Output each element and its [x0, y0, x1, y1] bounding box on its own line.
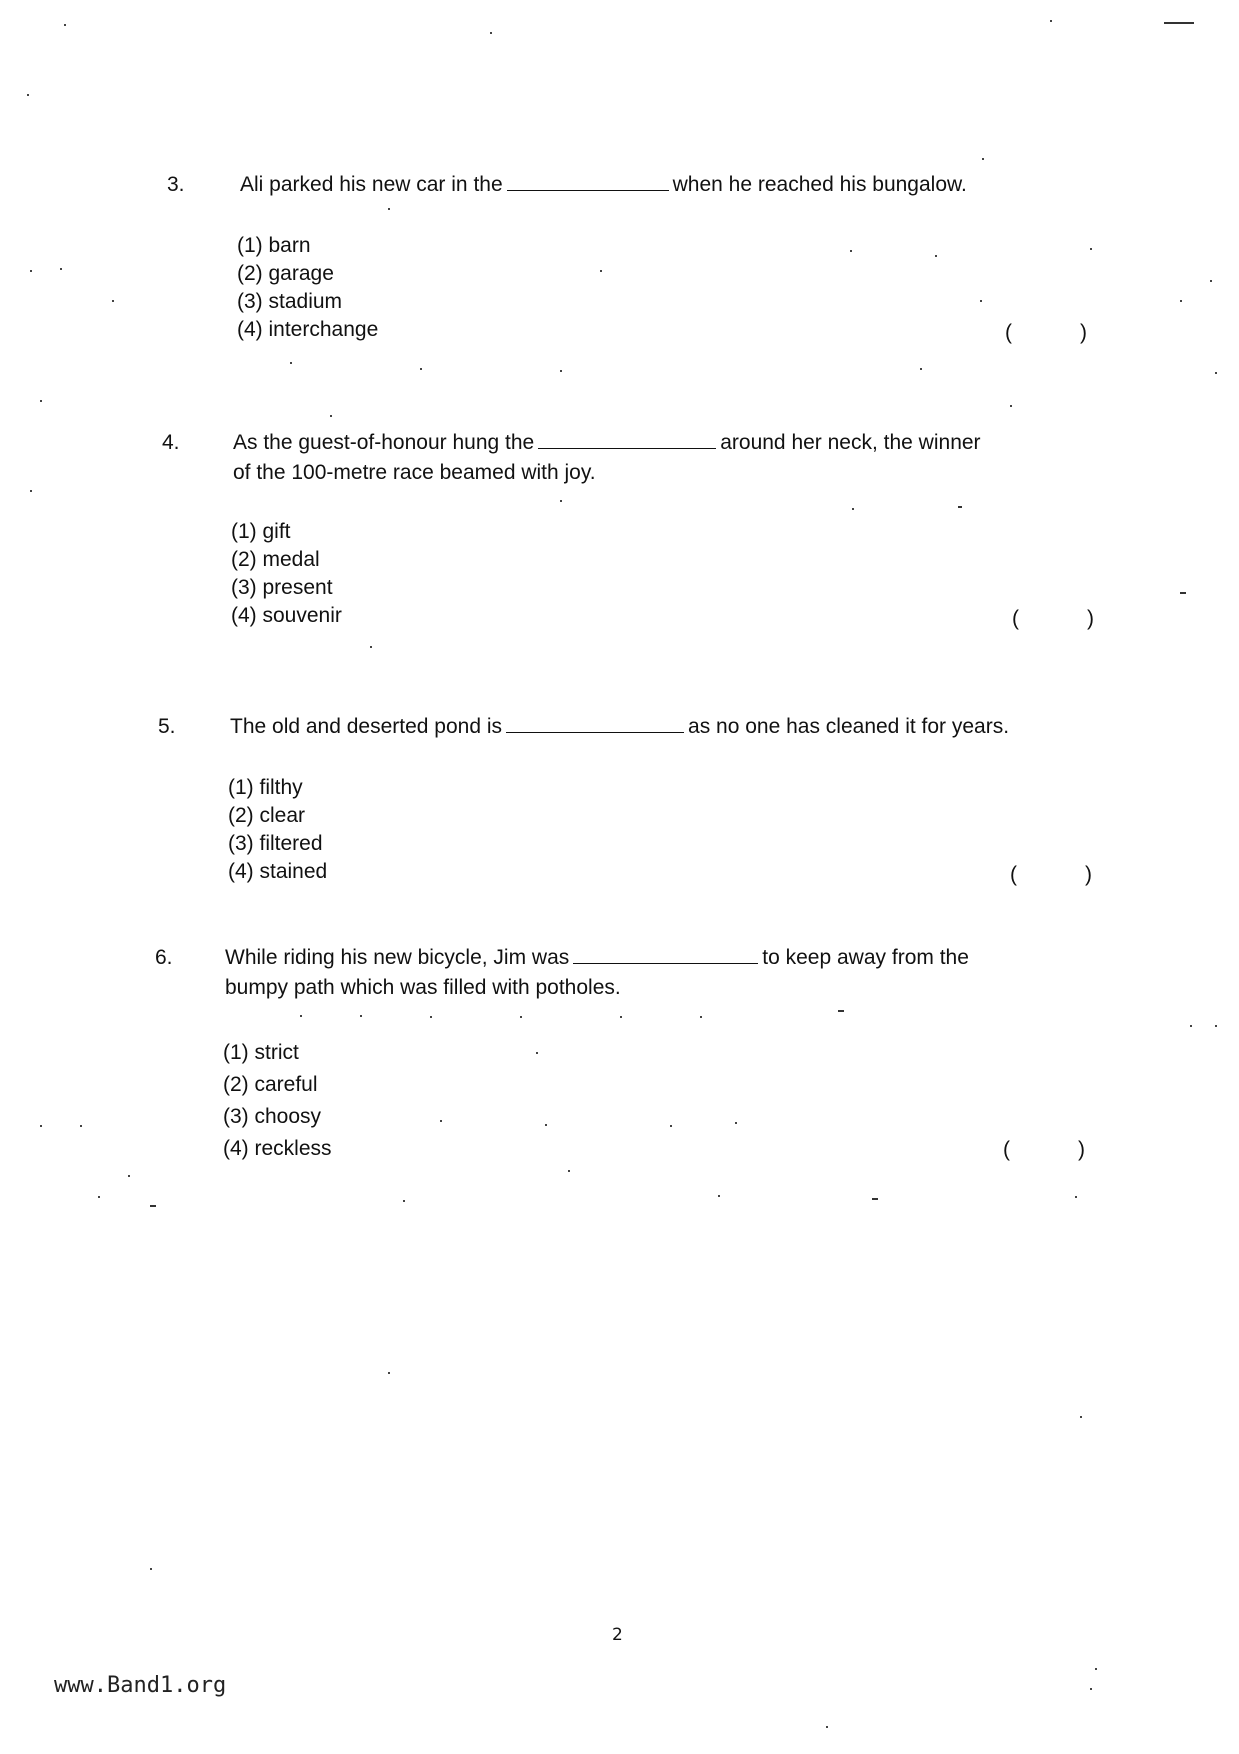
scan-speck: [440, 1120, 442, 1122]
scan-speck: [536, 1052, 538, 1054]
paren-right: ): [1080, 321, 1087, 344]
scan-speck: [403, 1200, 405, 1202]
answer-box[interactable]: [1005, 318, 1087, 347]
options-list: [223, 1037, 332, 1165]
option-4[interactable]: (4) interchange: [237, 318, 379, 341]
scan-speck: [850, 250, 852, 252]
scan-speck: [420, 368, 422, 370]
option-2[interactable]: (2) medal: [231, 548, 320, 571]
scan-speck: [1090, 248, 1092, 250]
scan-speck: [1010, 405, 1012, 407]
answer-box[interactable]: [1003, 1135, 1085, 1164]
question-3: [167, 170, 1117, 344]
scan-speck: [330, 415, 332, 417]
question-number: 4.: [162, 431, 180, 454]
option-3[interactable]: (3) present: [231, 576, 333, 599]
stem-after: as no one has cleaned it for years.: [688, 715, 1010, 738]
scan-speck: [430, 1016, 432, 1018]
option-3[interactable]: (3) filtered: [228, 832, 323, 855]
scan-speck: [98, 1196, 100, 1198]
scan-speck: [560, 500, 562, 502]
paren-right: ): [1085, 863, 1092, 886]
answer-blank[interactable]: [538, 447, 716, 449]
scan-speck: [1075, 1196, 1077, 1198]
stem-after: around her neck, the winner: [720, 431, 981, 454]
scan-speck: [982, 158, 984, 160]
stem-before: The old and deserted pond is: [230, 715, 503, 738]
scan-speck: [1050, 20, 1052, 22]
scan-speck: [64, 24, 66, 26]
scan-speck: [360, 1015, 362, 1017]
paren-left: (: [1010, 863, 1017, 886]
footer-watermark: www.Band1.org: [54, 1673, 227, 1698]
scan-speck: [980, 300, 982, 302]
scan-speck: [490, 32, 492, 34]
scan-speck: [718, 1195, 720, 1197]
question-stem: [240, 170, 967, 199]
scan-speck: [80, 1125, 82, 1127]
paren-left: (: [1003, 1138, 1010, 1161]
scan-speck: [1095, 1668, 1097, 1670]
stem-after: to keep away from the: [762, 946, 969, 969]
paren-right: ): [1087, 607, 1094, 630]
scan-speck: [40, 1125, 42, 1127]
stem-before: As the guest-of-honour hung the: [233, 431, 535, 454]
scan-mark: [1180, 592, 1186, 594]
scan-speck: [520, 1016, 522, 1018]
scan-speck: [1215, 372, 1217, 374]
question-stem-line-2: of the 100-metre race beamed with joy.: [233, 461, 596, 484]
scan-speck: [852, 508, 854, 510]
option-1[interactable]: (1) strict: [223, 1041, 299, 1064]
page-number: 2: [612, 1625, 623, 1645]
options-list: [228, 774, 327, 886]
option-4[interactable]: (4) stained: [228, 860, 328, 883]
scan-mark: [958, 506, 962, 508]
answer-box[interactable]: [1010, 860, 1092, 889]
paren-right: ): [1078, 1138, 1085, 1161]
scan-speck: [290, 362, 292, 364]
scan-speck: [1180, 300, 1182, 302]
question-4: [162, 428, 1122, 628]
scan-speck: [300, 1015, 302, 1017]
question-stem-line-2: bumpy path which was filled with potholes.: [225, 976, 621, 999]
scan-speck: [670, 1125, 672, 1127]
scan-speck: [30, 490, 32, 492]
stem-before: Ali parked his new car in the: [240, 173, 503, 196]
scan-speck: [620, 1016, 622, 1018]
stem-after: when he reached his bungalow.: [672, 173, 967, 196]
option-3[interactable]: (3) choosy: [223, 1105, 322, 1128]
question-stem: [230, 712, 1009, 741]
scan-mark: [872, 1198, 878, 1200]
scan-speck: [40, 400, 42, 402]
scan-speck: [1210, 280, 1212, 282]
scan-speck: [30, 270, 32, 272]
question-number: 5.: [158, 715, 176, 738]
answer-blank[interactable]: [506, 731, 684, 733]
scan-speck: [1215, 1025, 1217, 1027]
scan-speck: [600, 270, 602, 272]
scan-speck: [60, 268, 62, 270]
option-1[interactable]: (1) gift: [231, 520, 291, 543]
scan-speck: [735, 1122, 737, 1124]
scan-speck: [826, 1726, 828, 1728]
option-1[interactable]: (1) filthy: [228, 776, 303, 799]
answer-blank[interactable]: [573, 962, 758, 964]
options-list: [231, 518, 342, 630]
scan-speck: [545, 1124, 547, 1126]
answer-box[interactable]: [1012, 604, 1094, 633]
scan-speck: [27, 94, 29, 96]
option-3[interactable]: (3) stadium: [237, 290, 343, 313]
option-2[interactable]: (2) careful: [223, 1073, 318, 1096]
option-4[interactable]: (4) souvenir: [231, 604, 342, 627]
scan-speck: [150, 1568, 152, 1570]
scan-speck: [920, 368, 922, 370]
question-number: 3.: [167, 173, 185, 196]
scan-mark: [1164, 22, 1194, 24]
question-stem: [225, 943, 969, 972]
answer-blank[interactable]: [507, 189, 669, 191]
option-4[interactable]: (4) reckless: [223, 1137, 332, 1160]
scan-speck: [112, 300, 114, 302]
scan-speck: [700, 1016, 702, 1018]
scan-speck: [370, 646, 372, 648]
scan-speck: [1190, 1025, 1192, 1027]
options-list: [237, 232, 378, 344]
option-2[interactable]: (2) garage: [237, 262, 334, 285]
scan-speck: [388, 208, 390, 210]
scan-speck: [935, 255, 937, 257]
question-number: 6.: [155, 946, 173, 969]
scan-speck: [1090, 1688, 1092, 1690]
scan-speck: [128, 1175, 130, 1177]
question-5: [158, 712, 1118, 892]
scan-speck: [560, 370, 562, 372]
stem-before: While riding his new bicycle, Jim was: [225, 946, 570, 969]
option-2[interactable]: (2) clear: [228, 804, 306, 827]
option-1[interactable]: (1) barn: [237, 234, 311, 257]
paren-left: (: [1012, 607, 1019, 630]
scan-mark: [150, 1205, 156, 1207]
scan-speck: [1080, 1416, 1082, 1418]
scan-speck: [568, 1170, 570, 1172]
scan-speck: [388, 1372, 390, 1374]
scan-mark: [838, 1010, 844, 1012]
question-stem: [233, 428, 981, 457]
paren-left: (: [1005, 321, 1012, 344]
question-6: [155, 943, 1125, 1173]
